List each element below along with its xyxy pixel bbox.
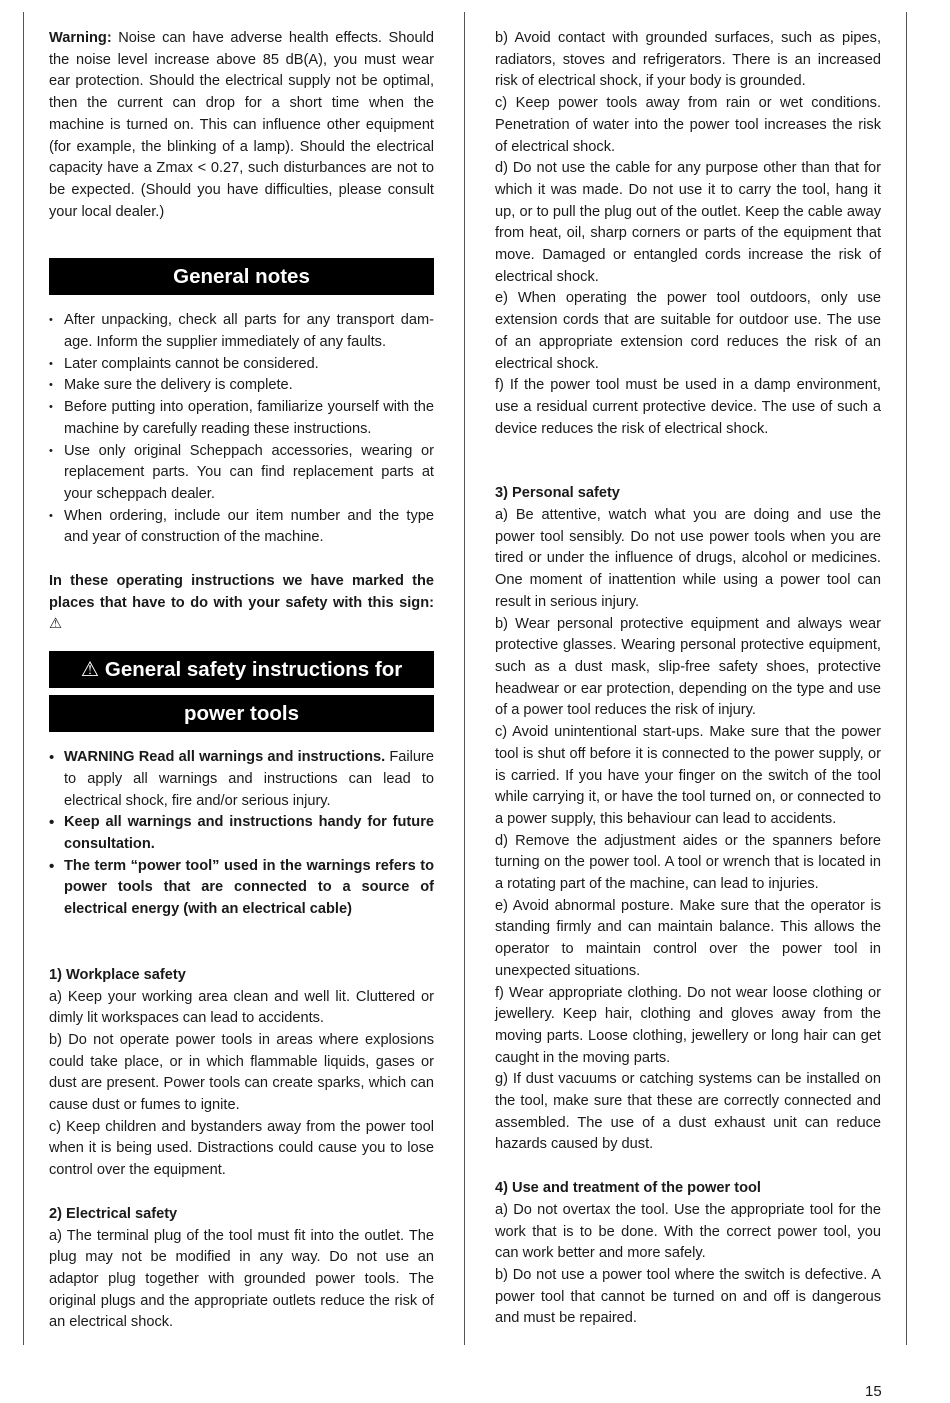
left-column [49,28,434,1334]
page-number: 15 [865,1383,882,1400]
warnings-list [49,747,434,921]
list-item: • The term “power tool” used in the warnings refers to power tools that are connected to a source of electrical energy (with an electrical cable) [49,856,434,921]
safety-instructions-banner-line1: ⚠ General safety instructions for [49,651,434,688]
right-margin-rule [906,12,907,1345]
list-item: • Make sure the delivery is complete. [49,375,434,397]
list-item: • Later complaints cannot be considered. [49,354,434,376]
personal-safety-g: g) If dust vacuums or catching systems can be installed on the tool, make sure that these are correctly connected and assembled. The use of a dust exhaust unit can reduce hazards caused by dust. [495,1071,881,1153]
list-item: • Keep all warnings and instructions handy for future consultation. [49,812,434,855]
warning-label: Warning: [49,30,112,46]
personal-safety-d: d) Remove the adjustment aides or the spanners before turning on the power tool. A tool or wrench that is located in a rotating part of the machine, can lead to injuries. [495,832,881,893]
electrical-safety-b: b) Avoid contact with grounded surfaces, such as pipes, radiators, stoves and refrigerators. There is an increased risk of electrical shock, if your body is grounded. [495,30,881,90]
power-tool-use-heading: 4) Use and treatment of the power tool [495,1180,761,1197]
warning-text: Noise can have adverse health effects. Should the noise level increase above 85 dB(A), you must wear ear protection. Should the electrical supply not be optimal, then the current can drop for a short time when the machine is turned on. This can influence other equipment (for example, the blinking of a lamp). Should the electrical capacity have a Zmax < 0.27, such disturbances are not to be expected. (Should you have difficulties, please consult your local dealer.) [49,30,434,220]
left-margin-rule [23,12,24,1345]
personal-safety-c: c) Avoid unintentional start-ups. Make sure that the power tool is shut off before it is connected to the power supply, or is carried. If you have your finger on the switch of the tool while carrying it, or have the tool turned on, or connected to a power supply, this behaviour can lead to accidents. [495,724,881,827]
noise-warning [49,28,434,223]
personal-safety-e: e) Avoid abnormal posture. Make sure that the operator is standing firmly and can maintain balance. This allows the operator to maintain control over the power tool in unexpected situations. [495,897,881,979]
workplace-safety-heading: 1) Workplace safety [49,966,186,983]
right-column [495,28,881,1330]
personal-safety-heading: 3) Personal safety [495,485,620,502]
electrical-safety-d: d) Do not use the cable for any purpose other than that for which it was made. Do not use it to carry the tool, hang it up, or to pull the plug out of the outlet. Keep the cable away from heat, oil, sharp corners or parts of the equipment that move. Damaged or entangled cords increase the risk of electrical shock. [495,160,881,285]
general-notes-banner: General notes [49,258,434,295]
electrical-safety-c: c) Keep power tools away from rain or wet conditions. Penetration of water into the power tool increases the risk of electrical shock. [495,95,881,155]
list-item: • When ordering, include our item number and the type and year of construction of the machine. [49,506,434,549]
electrical-safety-e: e) When operating the power tool outdoors, only use extension cords that are suitable for outdoor use. The use of an appropriate extension cord reduces the risk of an electrical shock. [495,290,881,372]
warning-bold-lead: WARNING Read all warnings and instructions. [64,749,386,766]
personal-safety-b: b) Wear personal protective equipment and always wear protective glasses. Wearing personal protective equipment, such as a dust mask, slip-free safety shoes, protective headwear or ear protection, depending on the type and use of a power tool reduces the risk of injury. [495,615,881,719]
list-item: • Before putting into operation, familiarize yourself with the machine by carefully reading these instructions. [49,397,434,440]
list-item: • Use only original Scheppach accessories, wearing or replacement parts. You can find replacement parts at your scheppach dealer. [49,441,434,506]
personal-safety-a: a) Be attentive, watch what you are doing and use the power tool sensibly. Do not use power tools when you are tired or under the influence of drugs, alcohol or medicines. One moment of inattention while using a power tool can result in serious injury. [495,507,881,610]
general-notes-list [49,310,434,549]
safety-instructions-banner-line2: power tools [49,695,434,732]
list-item: • After unpacking, check all parts for any transport damage. Inform the supplier immediately of any faults. [49,310,434,353]
column-divider-rule [464,12,465,1345]
electrical-safety-heading: 2) Electrical safety [49,1205,178,1222]
personal-safety-f: f) Wear appropriate clothing. Do not wear loose clothing or jewellery. Keep hair, clothing and gloves away from the moving parts. Loose clothing, jewellery or long hair can get caught in the moving parts. [495,984,881,1066]
warning-rest: Failure to apply all warnings and instructions can lead to electrical shock, fire and/or serious injury. [64,749,434,809]
electrical-safety-f: f) If the power tool must be used in a damp environment, use a residual current protective device. The use of such a device reduces the risk of electrical shock. [495,377,881,437]
safety-sign-note: In these operating instructions we have marked the places that have to do with your safety with this sign: ⚠ [49,573,434,633]
electrical-safety-a: a) The terminal plug of the tool must fit into the outlet. The plug may not be modified in any way. Do not use an adaptor plug together with grounded power tools. The original plugs and the appropriate outlets reduce the risk of an electrical shock. [49,1227,434,1331]
list-item [49,747,434,812]
workplace-safety-c: c) Keep children and bystanders away from the power tool when it is being used. Distractions could cause you to lose control over the equipment. [49,1118,434,1179]
power-tool-use-a: a) Do not overtax the tool. Use the appropriate tool for the work that is to be done. With the correct power tool, you can work better and more safely. [495,1201,881,1262]
workplace-safety-b: b) Do not operate power tools in areas where explosions could take place, or in which flammable liquids, gases or dust are present. Power tools can create sparks, which can cause dust or fumes to ignite. [49,1031,434,1114]
workplace-safety-a: a) Keep your working area clean and well lit. Cluttered or dimly lit workspaces can lead to accidents. [49,988,434,1027]
power-tool-use-b: b) Do not use a power tool where the switch is defective. A power tool that cannot be turned on and off is dangerous and must be repaired. [495,1266,881,1327]
